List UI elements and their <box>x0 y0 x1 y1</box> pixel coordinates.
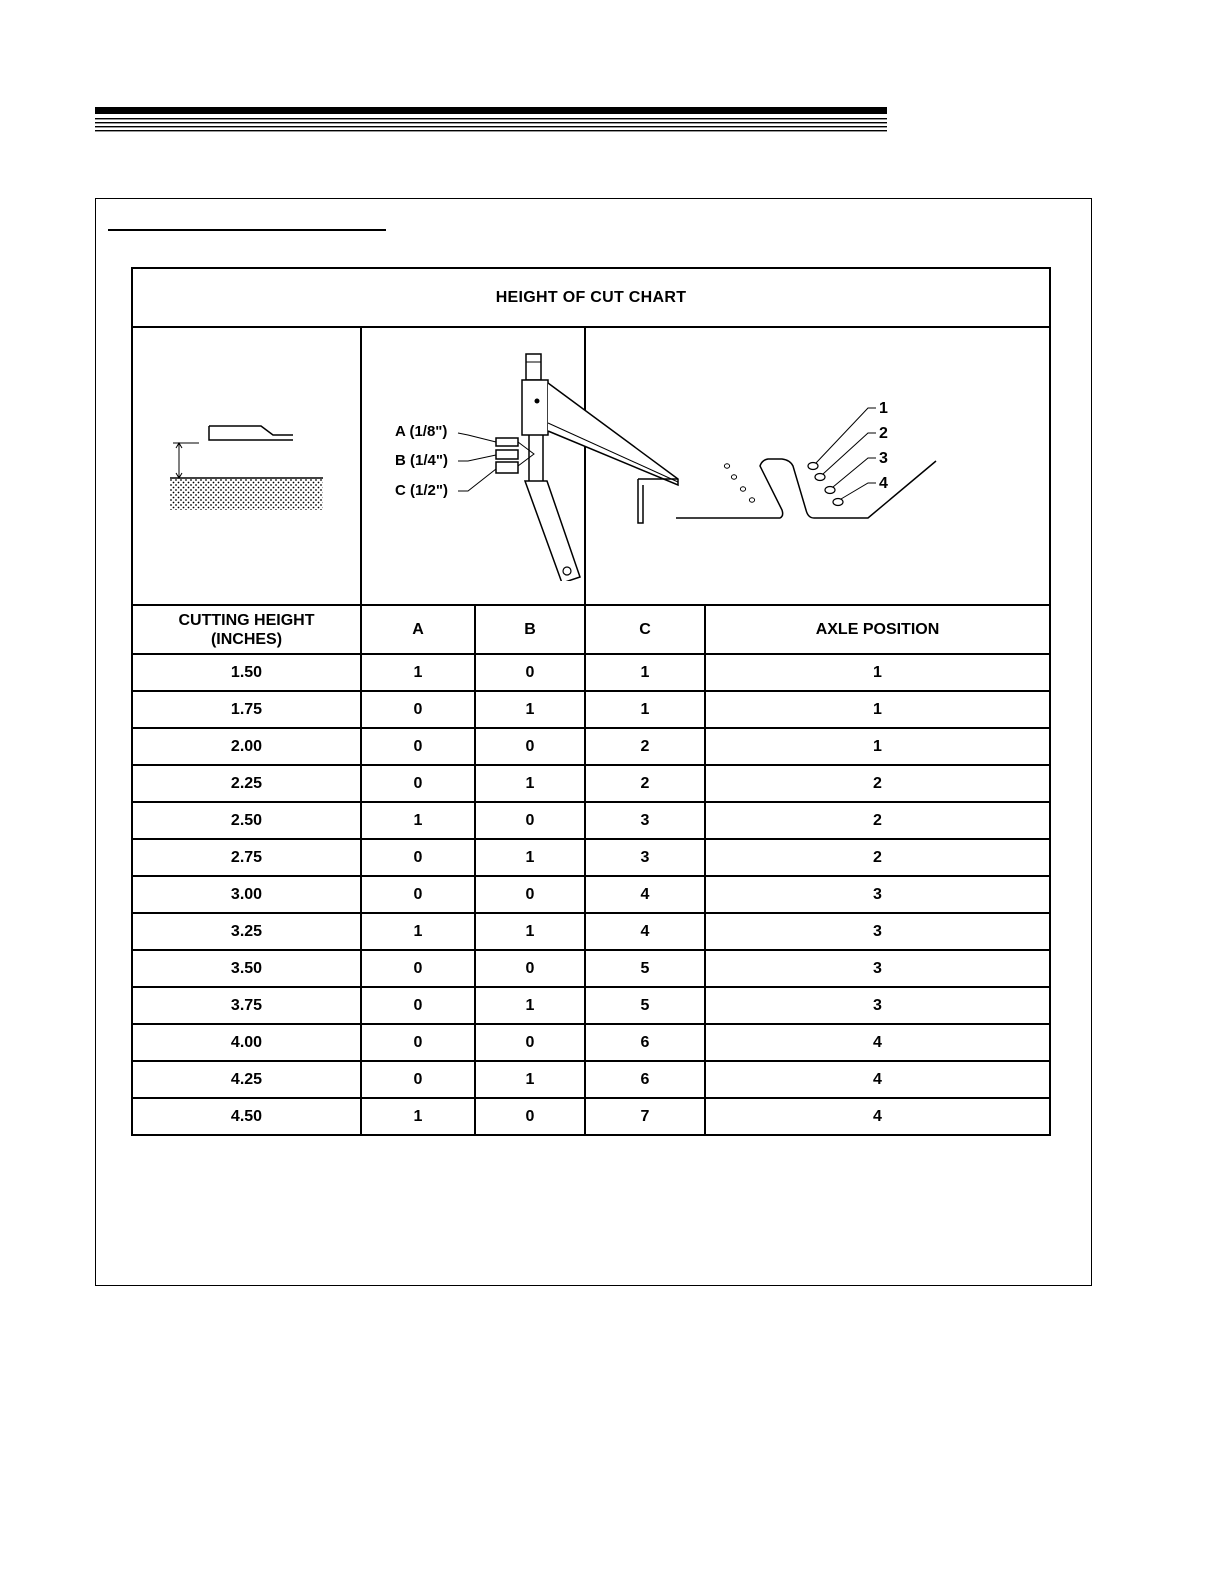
chart-title: HEIGHT OF CUT CHART <box>132 268 1050 327</box>
a-cell: 1 <box>361 802 475 839</box>
header-c: C <box>585 605 705 654</box>
c-cell: 6 <box>585 1024 705 1061</box>
cutting-height-cell: 3.50 <box>132 950 361 987</box>
header-rule <box>95 107 887 133</box>
cut-height-illustration-cell <box>132 327 361 605</box>
axle-position-cell: 2 <box>705 839 1050 876</box>
a-cell: 0 <box>361 765 475 802</box>
axle-position-diagram-icon <box>668 386 968 546</box>
a-cell: 1 <box>361 1098 475 1135</box>
axle-position-cell: 3 <box>705 876 1050 913</box>
c-cell: 5 <box>585 987 705 1024</box>
c-cell: 7 <box>585 1098 705 1135</box>
header-axle-position: AXLE POSITION <box>705 605 1050 654</box>
bracket-label-c: C (1/2") <box>395 482 448 499</box>
table-row <box>132 876 1050 913</box>
b-cell: 0 <box>475 876 585 913</box>
cut-height-diagram-icon <box>167 416 327 516</box>
cutting-height-cell: 4.50 <box>132 1098 361 1135</box>
axle-label-4: 4 <box>878 475 888 492</box>
cutting-height-cell: 2.50 <box>132 802 361 839</box>
axle-label-1: 1 <box>878 400 888 417</box>
table-row <box>132 987 1050 1024</box>
table-row <box>132 802 1050 839</box>
a-cell: 1 <box>361 913 475 950</box>
a-cell: 0 <box>361 728 475 765</box>
axle-position-cell: 3 <box>705 950 1050 987</box>
axle-position-cell: 1 <box>705 728 1050 765</box>
axle-position-cell: 1 <box>705 691 1050 728</box>
cutting-height-cell: 1.50 <box>132 654 361 691</box>
axle-position-cell: 3 <box>705 913 1050 950</box>
bracket-label-b: B (1/4") <box>395 452 448 469</box>
cutting-height-cell: 3.00 <box>132 876 361 913</box>
table-body <box>132 654 1050 1135</box>
cutting-height-cell: 3.75 <box>132 987 361 1024</box>
a-cell: 0 <box>361 1024 475 1061</box>
b-cell: 1 <box>475 1061 585 1098</box>
column-header-row <box>132 605 1050 654</box>
table-row <box>132 1061 1050 1098</box>
axle-position-cell: 4 <box>705 1061 1050 1098</box>
b-cell: 1 <box>475 839 585 876</box>
c-cell: 2 <box>585 728 705 765</box>
a-cell: 0 <box>361 691 475 728</box>
header-b: B <box>475 605 585 654</box>
c-cell: 5 <box>585 950 705 987</box>
cutting-height-cell: 2.75 <box>132 839 361 876</box>
table-row <box>132 1098 1050 1135</box>
axle-position-cell: 2 <box>705 765 1050 802</box>
table-row <box>132 691 1050 728</box>
axle-position-cell: 1 <box>705 654 1050 691</box>
axle-label-2: 2 <box>878 425 888 442</box>
c-cell: 3 <box>585 839 705 876</box>
b-cell: 1 <box>475 765 585 802</box>
b-cell: 0 <box>475 728 585 765</box>
b-cell: 0 <box>475 1098 585 1135</box>
a-cell: 1 <box>361 654 475 691</box>
table-row <box>132 728 1050 765</box>
cutting-height-cell: 2.25 <box>132 765 361 802</box>
a-cell: 0 <box>361 987 475 1024</box>
cutting-height-cell: 1.75 <box>132 691 361 728</box>
b-cell: 1 <box>475 913 585 950</box>
axle-position-cell: 3 <box>705 987 1050 1024</box>
table-row <box>132 839 1050 876</box>
bracket-label-a: A (1/8") <box>395 423 448 440</box>
table-row <box>132 950 1050 987</box>
cutting-height-cell: 4.25 <box>132 1061 361 1098</box>
c-cell: 6 <box>585 1061 705 1098</box>
c-cell: 4 <box>585 913 705 950</box>
axle-label-3: 3 <box>878 450 888 467</box>
section-heading-underline <box>108 229 386 231</box>
a-cell: 0 <box>361 839 475 876</box>
table-row <box>132 913 1050 950</box>
table-row <box>132 654 1050 691</box>
b-cell: 0 <box>475 654 585 691</box>
cutting-height-cell: 2.00 <box>132 728 361 765</box>
b-cell: 0 <box>475 950 585 987</box>
a-cell: 0 <box>361 1061 475 1098</box>
c-cell: 1 <box>585 654 705 691</box>
spacer-bracket-illustration-cell <box>361 327 585 605</box>
b-cell: 0 <box>475 802 585 839</box>
a-cell: 0 <box>361 950 475 987</box>
c-cell: 1 <box>585 691 705 728</box>
table-row <box>132 1024 1050 1061</box>
cutting-height-cell: 3.25 <box>132 913 361 950</box>
axle-position-cell: 4 <box>705 1098 1050 1135</box>
cutting-height-cell: 4.00 <box>132 1024 361 1061</box>
a-cell: 0 <box>361 876 475 913</box>
c-cell: 2 <box>585 765 705 802</box>
axle-position-cell: 4 <box>705 1024 1050 1061</box>
header-a: A <box>361 605 475 654</box>
c-cell: 3 <box>585 802 705 839</box>
b-cell: 1 <box>475 691 585 728</box>
axle-position-cell: 2 <box>705 802 1050 839</box>
height-of-cut-table <box>131 267 1051 1136</box>
header-cutting-height: CUTTING HEIGHT (INCHES) <box>132 605 361 654</box>
c-cell: 4 <box>585 876 705 913</box>
table-row <box>132 765 1050 802</box>
b-cell: 0 <box>475 1024 585 1061</box>
b-cell: 1 <box>475 987 585 1024</box>
